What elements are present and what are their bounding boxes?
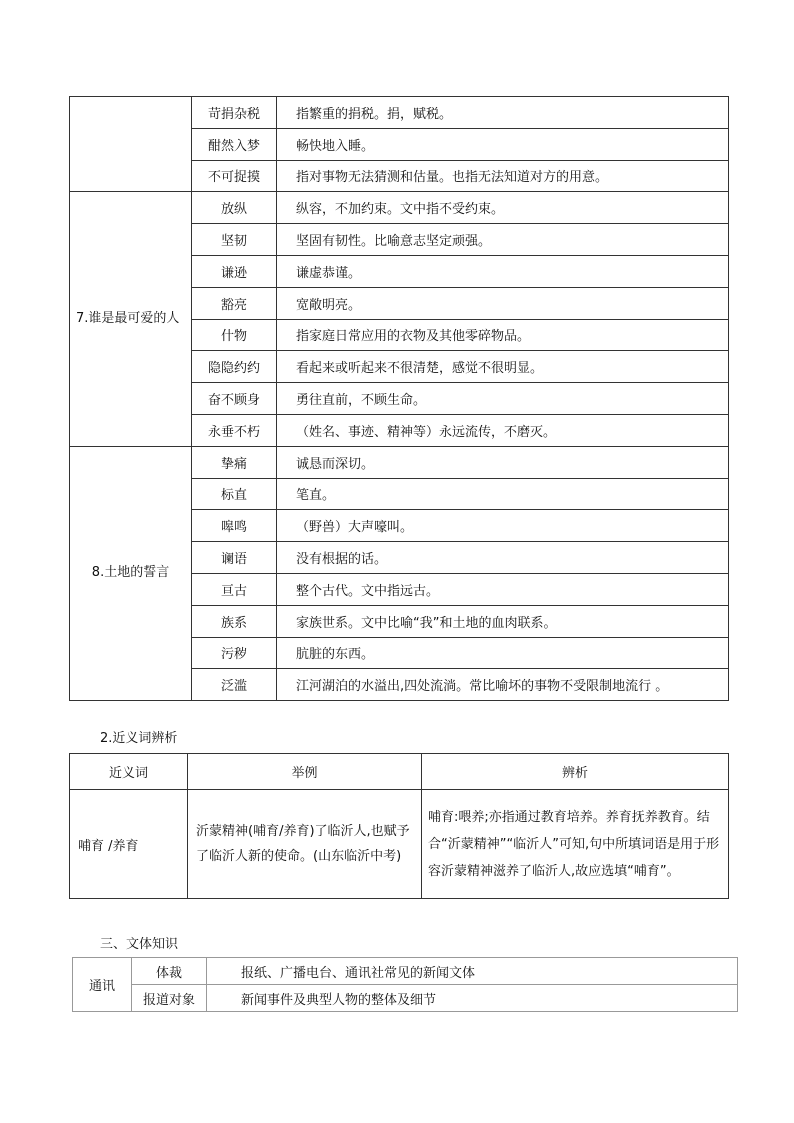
genre-value: 报纸、广播电台、通讯社常见的新闻文体: [207, 958, 738, 985]
section-title-synonyms: 2.近义词辨析: [100, 731, 178, 746]
vocab-word: 坚韧: [192, 224, 277, 256]
vocab-row: [70, 446, 729, 478]
vocab-definition: 宽敞明亮。: [277, 287, 729, 319]
vocab-definition: 坚固有韧性。比喻意志坚定顽强。: [277, 224, 729, 256]
genre-value: 新闻事件及典型人物的整体及细节: [207, 985, 738, 1012]
vocab-row: [70, 192, 729, 224]
vocab-word: 标直: [192, 478, 277, 510]
vocab-word: 泛滥: [192, 669, 277, 701]
header-synonym: 近义词: [70, 754, 188, 790]
vocab-table: [69, 96, 729, 701]
vocab-definition: 纵容，不加约束。文中指不受约束。: [277, 192, 729, 224]
vocab-definition: 诚恳而深切。: [277, 446, 729, 478]
section-title-genre: 三、文体知识: [100, 937, 179, 952]
vocab-word: 亘古: [192, 573, 277, 605]
genre-table: [72, 957, 738, 1012]
vocab-word: 奋不顾身: [192, 383, 277, 415]
vocab-definition: 指家庭日常应用的衣物及其他零碎物品。: [277, 319, 729, 351]
vocab-definition: 指繁重的捐税。捐，赋税。: [277, 97, 729, 129]
vocab-definition: 谦虚恭谨。: [277, 255, 729, 287]
vocab-word: 污秽: [192, 637, 277, 669]
vocab-definition: （姓名、事迹、精神等）永远流传，不磨灭。: [277, 414, 729, 446]
synonym-words: 哺育 /养育: [70, 790, 188, 899]
genre-name: 通讯: [73, 958, 132, 1012]
vocab-definition: 看起来或听起来不很清楚，感觉不很明显。: [277, 351, 729, 383]
vocab-definition: 没有根据的话。: [277, 542, 729, 574]
vocab-definition: 肮脏的东西。: [277, 637, 729, 669]
vocab-word: 什物: [192, 319, 277, 351]
vocab-row: [70, 97, 729, 129]
genre-label: 体裁: [132, 958, 207, 985]
vocab-word: 嗥鸣: [192, 510, 277, 542]
vocab-definition: 笔直。: [277, 478, 729, 510]
lesson-title: [70, 97, 192, 192]
vocab-word: 谰语: [192, 542, 277, 574]
lesson-title: 8.土地的誓言: [70, 446, 192, 700]
header-analysis: 辨析: [422, 754, 729, 790]
vocab-definition: 畅快地入睡。: [277, 128, 729, 160]
vocab-definition: 江河湖泊的水溢出,四处流淌。常比喻坏的事物不受限制地流行 。: [277, 669, 729, 701]
vocab-definition: 整个古代。文中指远古。: [277, 573, 729, 605]
lesson-title: 7.谁是最可爱的人: [70, 192, 192, 446]
vocab-definition: 家族世系。文中比喻“我”和土地的血肉联系。: [277, 605, 729, 637]
vocab-word: 挚痛: [192, 446, 277, 478]
vocab-definition: （野兽）大声嚎叫。: [277, 510, 729, 542]
vocab-word: 族系: [192, 605, 277, 637]
vocab-word: 放纵: [192, 192, 277, 224]
vocab-word: 不可捉摸: [192, 160, 277, 192]
synonym-example: 沂蒙精神(哺育/养育)了临沂人,也赋予了临沂人新的使命。(山东临沂中考): [188, 790, 422, 899]
vocab-word: 隐隐约约: [192, 351, 277, 383]
vocab-word: 苛捐杂税: [192, 97, 277, 129]
vocab-word: 谦逊: [192, 255, 277, 287]
vocab-word: 豁亮: [192, 287, 277, 319]
header-example: 举例: [188, 754, 422, 790]
synonym-analysis: 哺育:喂养;亦指通过教育培养。养育抚养教育。结合“沂蒙精神”“临沂人”可知,句中所填词语是用于形容沂蒙精神滋养了临沂人,故应选填“哺育”。: [422, 790, 729, 899]
synonym-table: [69, 753, 729, 899]
vocab-word: 永垂不朽: [192, 414, 277, 446]
vocab-definition: 指对事物无法猜测和估量。也指无法知道对方的用意。: [277, 160, 729, 192]
vocab-definition: 勇往直前，不顾生命。: [277, 383, 729, 415]
vocab-word: 酣然入梦: [192, 128, 277, 160]
genre-label: 报道对象: [132, 985, 207, 1012]
